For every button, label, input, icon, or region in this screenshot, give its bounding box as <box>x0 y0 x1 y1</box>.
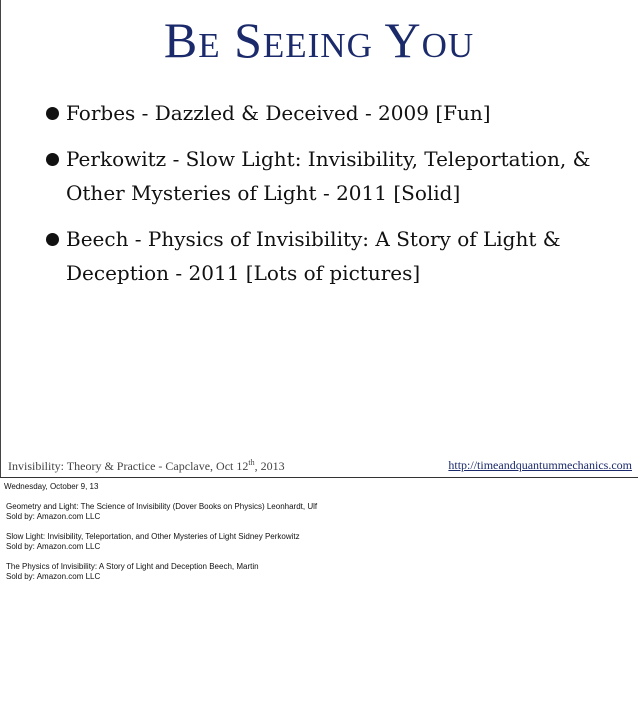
note-seller: Sold by: Amazon.com LLC <box>6 512 101 521</box>
note-title: Geometry and Light: The Science of Invisibility (Dover Books on Physics) Leonhardt, Ulf <box>6 502 318 511</box>
slide-bottom-border <box>0 477 638 478</box>
footer-caption-sup: th <box>248 458 255 467</box>
note-title: The Physics of Invisibility: A Story of Light and Deception Beech, Martin <box>6 562 259 571</box>
speaker-notes <box>4 482 624 592</box>
bullet-list <box>40 96 620 302</box>
footer-caption-prefix: Invisibility: Theory & Practice - Capclave, Oct 12 <box>8 459 249 473</box>
bullet-text: Beech - Physics of Invisibility: A Story of Light & Deception - 2011 [Lots of pictures] <box>66 227 561 285</box>
notes-date: Wednesday, October 9, 13 <box>4 482 99 491</box>
bullet-dot-icon <box>46 233 59 246</box>
footer-url-link[interactable]: http://timeandquantummechanics.com <box>448 458 632 472</box>
footer-caption-suffix: , 2013 <box>254 459 285 473</box>
note-entry <box>6 532 624 552</box>
note-entry <box>6 562 624 582</box>
bullet-dot-icon <box>46 153 59 166</box>
bullet-text: Perkowitz - Slow Light: Invisibility, Teleportation, & Other Mysteries of Light - 2011 [Solid] <box>66 147 591 205</box>
slide-left-border <box>0 0 1 478</box>
bullet-item <box>40 96 620 130</box>
bullet-item <box>40 142 620 210</box>
bullet-item <box>40 222 620 290</box>
note-seller: Sold by: Amazon.com LLC <box>6 542 101 551</box>
note-title: Slow Light: Invisibility, Teleportation, and Other Mysteries of Light Sidney Perkowitz <box>6 532 300 541</box>
bullet-text: Forbes - Dazzled & Deceived - 2009 [Fun] <box>66 101 491 125</box>
bullet-dot-icon <box>46 107 59 120</box>
slide-footer-caption <box>8 458 285 474</box>
note-seller: Sold by: Amazon.com LLC <box>6 572 101 581</box>
slide-title: Be Seeing You <box>163 12 475 68</box>
note-entry <box>6 502 624 522</box>
